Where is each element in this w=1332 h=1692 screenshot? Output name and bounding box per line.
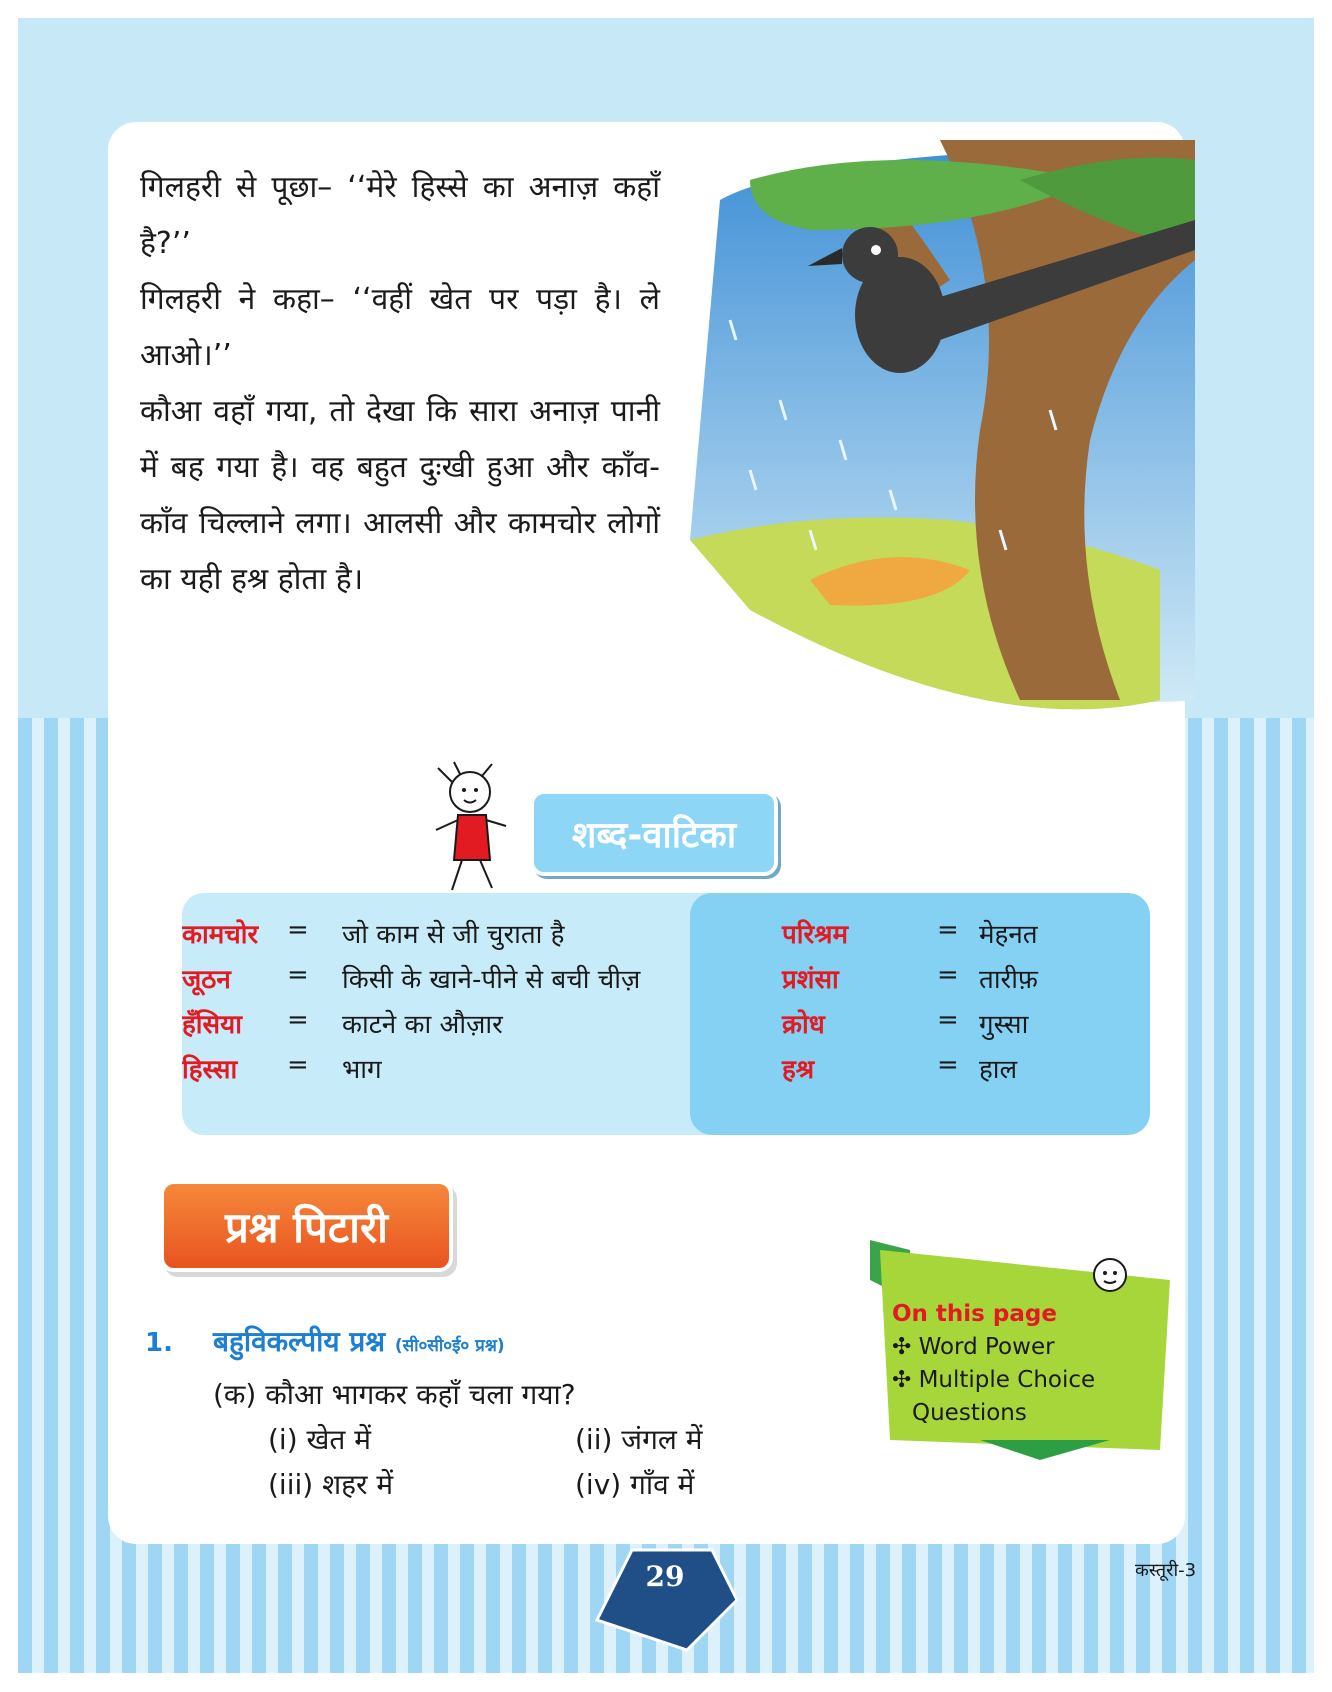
questions-banner-label: प्रश्न पिटारी — [160, 1180, 453, 1272]
vocab-meaning: जो काम से जी चुराता है — [342, 920, 565, 950]
vocab-equals: = — [937, 1050, 959, 1080]
vocab-term: हिस्सा — [182, 1055, 238, 1085]
question-heading-text: बहुविकल्पीय प्रश्न — [213, 1325, 386, 1358]
info-item: Questions — [912, 1400, 1027, 1426]
vocab-term: जूठन — [182, 965, 231, 995]
vocab-box — [182, 893, 1150, 1135]
story-line: गिलहरी ने कहा– ‘‘वहीं खेत पर पड़ा है। ले आओ।’’ — [140, 282, 660, 373]
vocab-term: हश्र — [782, 1055, 815, 1085]
vocab-meaning: हाल — [979, 1055, 1018, 1085]
option-1: (i) खेत में — [268, 1423, 372, 1456]
option-4: (iv) गाँव में — [575, 1468, 695, 1501]
vocab-equals: = — [287, 1050, 309, 1080]
vocab-term: कामचोर — [182, 920, 259, 950]
option-3: (iii) शहर में — [268, 1468, 394, 1501]
question-text: (क) कौआ भागकर कहाँ चला गया? — [213, 1378, 576, 1411]
info-item: ✣ Word Power — [892, 1334, 1055, 1360]
page-number: 29 — [645, 1560, 685, 1593]
vocab-term: हँसिया — [182, 1010, 242, 1040]
info-heading: On this page — [892, 1301, 1057, 1327]
vocab-meaning: किसी के खाने-पीने से बची चीज़ — [342, 965, 641, 995]
vocab-term: प्रशंसा — [782, 965, 839, 995]
option-2: (ii) जंगल में — [575, 1423, 703, 1456]
vocab-equals: = — [287, 915, 309, 945]
vocab-meaning: मेहनत — [979, 920, 1038, 950]
info-box-text — [892, 1298, 1095, 1430]
story-line: गिलहरी से पूछा– ‘‘मेरे हिस्से का अनाज़ कहाँ है?’’ — [140, 170, 660, 261]
vocab-equals: = — [937, 1005, 959, 1035]
question-heading-note: (सी०सी०ई० प्रश्न) — [394, 1336, 505, 1356]
vocab-meaning: गुस्सा — [979, 1010, 1029, 1040]
vocab-meaning: तारीफ़ — [979, 965, 1038, 995]
story-text — [140, 160, 660, 608]
story-line: कौआ वहाँ गया, तो देखा कि सारा अनाज़ पानी में बह गया है। वह बहुत दुःखी हुआ और काँव-काँव चिल्लाने लगा। आलसी और कामचोर लोगों का यही हश्र होता है। — [140, 394, 660, 597]
vocab-term: क्रोध — [782, 1010, 825, 1040]
crow-on-tree-illustration — [690, 140, 1195, 740]
vocab-title-tag: शब्द-वाटिका — [530, 790, 778, 876]
info-item: ✣ Multiple Choice — [892, 1367, 1096, 1393]
vocab-equals: = — [937, 915, 959, 945]
vocab-meaning: काटने का औज़ार — [342, 1010, 503, 1040]
question-number: 1. — [145, 1328, 173, 1358]
book-name: कस्तूरी-3 — [1135, 1560, 1197, 1581]
vocab-equals: = — [287, 1005, 309, 1035]
vocab-term: परिश्रम — [782, 920, 849, 950]
girl-mascot-icon — [430, 760, 540, 900]
question-heading — [213, 1322, 505, 1360]
vocab-equals: = — [287, 960, 309, 990]
questions-banner — [150, 1172, 455, 1272]
vocab-equals: = — [937, 960, 959, 990]
vocab-meaning: भाग — [342, 1055, 382, 1085]
vocab-right-panel — [690, 893, 1150, 1135]
